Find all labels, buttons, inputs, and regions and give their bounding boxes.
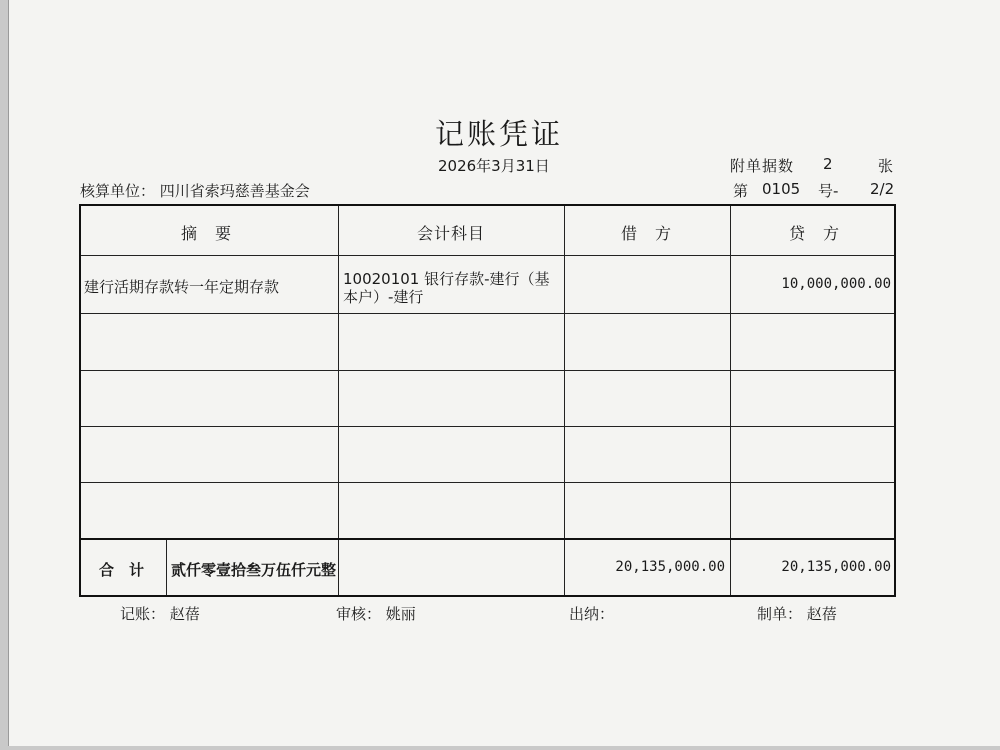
cashier-label: 出纳： bbox=[569, 605, 615, 623]
total-credit: 20,135,000.00 bbox=[781, 559, 891, 575]
attachments-label: 附单据数 bbox=[730, 157, 795, 175]
voucher-number: 0105 bbox=[762, 180, 801, 198]
row-divider bbox=[81, 370, 894, 371]
voucher-title: 记账凭证 bbox=[435, 117, 564, 151]
voucher-date: 2026年3月31日 bbox=[438, 157, 550, 175]
total-debit: 20,135,000.00 bbox=[615, 559, 725, 575]
accounting-unit bbox=[80, 180, 310, 201]
header-summary: 摘 要 bbox=[181, 224, 233, 243]
cashier-signature bbox=[569, 603, 614, 624]
header-credit: 贷 方 bbox=[789, 224, 841, 243]
voucher-number-suffix: 号- bbox=[818, 182, 839, 200]
reviewer-signature bbox=[336, 603, 416, 624]
bookkeeper-name: 赵蓓 bbox=[169, 605, 200, 623]
row-summary: 建行活期存款转一年定期存款 bbox=[84, 278, 280, 296]
reviewer-label: 审核： bbox=[336, 605, 382, 623]
row-account-line1: 10020101 银行存款-建行（基 bbox=[343, 270, 550, 288]
row-divider bbox=[81, 426, 894, 427]
attachments-count: 2 bbox=[823, 155, 833, 173]
accounting-unit-name: 四川省索玛慈善基金会 bbox=[159, 182, 310, 200]
accounting-unit-label: 核算单位： bbox=[80, 182, 156, 200]
header-account: 会计科目 bbox=[417, 224, 486, 243]
reviewer-name: 姚丽 bbox=[385, 605, 416, 623]
voucher-number-prefix: 第 bbox=[733, 182, 749, 200]
row-divider bbox=[81, 313, 894, 314]
row-divider bbox=[81, 482, 894, 483]
attachments-unit: 张 bbox=[878, 157, 894, 175]
column-divider bbox=[730, 206, 731, 595]
row-account-line2: 本户）-建行 bbox=[343, 288, 424, 306]
bookkeeper-signature bbox=[120, 603, 200, 624]
total-divider bbox=[81, 538, 894, 540]
column-divider bbox=[338, 206, 339, 595]
preparer-signature bbox=[757, 603, 837, 624]
preparer-name: 赵蓓 bbox=[806, 605, 837, 623]
voucher-page: 2/2 bbox=[870, 180, 895, 198]
total-label-divider bbox=[166, 540, 167, 595]
total-amount-in-words: 贰仟零壹拾叁万伍仟元整 bbox=[171, 561, 337, 579]
column-divider bbox=[564, 206, 565, 595]
preparer-label: 制单： bbox=[757, 605, 803, 623]
total-label: 合 计 bbox=[99, 561, 145, 579]
header-debit: 借 方 bbox=[621, 224, 673, 243]
voucher-table bbox=[79, 204, 896, 597]
row-divider bbox=[81, 255, 894, 256]
row-credit: 10,000,000.00 bbox=[781, 276, 891, 292]
bookkeeper-label: 记账： bbox=[120, 605, 166, 623]
